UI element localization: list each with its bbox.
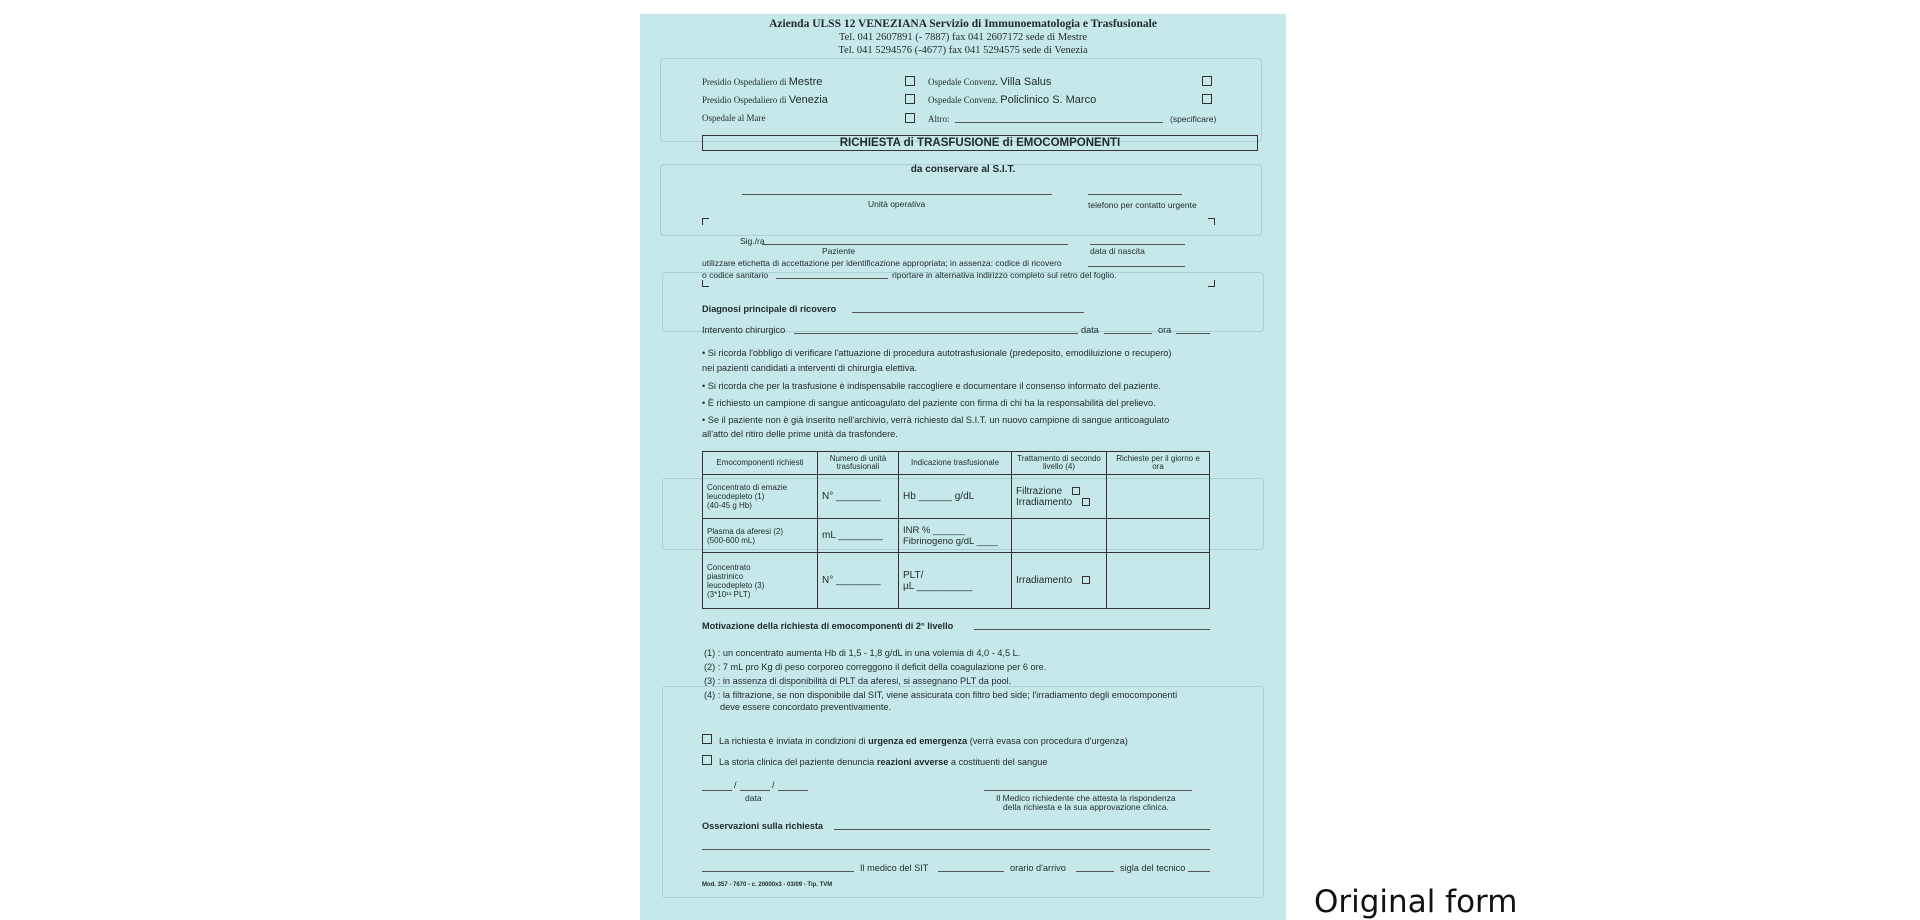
- hospital-altro: Altro:: [928, 114, 950, 124]
- table-header: Indicazione trasfusionale: [899, 452, 1012, 475]
- hospital-mestre-checkbox[interactable]: [905, 76, 915, 86]
- corner-mark: [1208, 280, 1215, 287]
- doctor-note: Il Medico richiedente che attesta la rispondenza: [996, 793, 1176, 803]
- notice-line: • Si ricorda che per la trasfusione è indispensabile raccogliere e documentare il consenso informato del paziente.: [702, 381, 1161, 391]
- tech-label: sigla del tecnico: [1120, 863, 1186, 873]
- table-header: Emocomponenti richiesti: [703, 452, 818, 475]
- table-row: [703, 553, 1210, 609]
- diagnosis-label: Diagnosi principale di ricovero: [702, 304, 837, 314]
- table-row: [703, 475, 1210, 519]
- hospital-mare: Ospedale al Mare: [702, 113, 766, 123]
- corner-mark: [702, 218, 709, 225]
- hospital-mare-checkbox[interactable]: [905, 113, 915, 123]
- sit-line[interactable]: [702, 871, 854, 872]
- unit-label: Unità operativa: [868, 199, 926, 209]
- urgency-checkbox[interactable]: [702, 734, 712, 744]
- request-date-cell[interactable]: [1107, 519, 1210, 553]
- ghost-box: [662, 272, 1264, 332]
- footnote: (4) : la filtrazione, se non disponibile dal SIT, viene assicurata con filtro bed side; l'irradiamento degli emocomponenti: [704, 690, 1178, 700]
- caption: Original form: [1314, 884, 1518, 920]
- sit-doctor-label: Il medico del SIT: [860, 863, 929, 873]
- surgery-time-label: ora: [1158, 325, 1172, 335]
- units-cell[interactable]: mL ________: [818, 519, 899, 553]
- irradiation-checkbox[interactable]: [1082, 576, 1090, 584]
- footnote: (3) : in assenza di disponibilità di PLT da aferesi, si assegnano PLT da pool.: [704, 676, 1012, 686]
- date-month-line[interactable]: [740, 790, 770, 791]
- notice-line: • Si ricorda l'obbligo di verificare l'attuazione di procedura autotrasfusionale (predeposito, emodiluizione o recupero): [702, 348, 1172, 358]
- indication-cell[interactable]: PLT/ µL __________: [899, 553, 1012, 609]
- hospital-policlinico: Ospedale Convenz. Policlinico S. Marco: [928, 94, 1097, 106]
- unit-line[interactable]: [742, 194, 1052, 195]
- component-cell: Concentrato di emazie leucodepleto (1) (40-45 g Hb): [703, 475, 818, 519]
- irradiation-checkbox[interactable]: [1082, 498, 1090, 506]
- corner-mark: [702, 280, 709, 287]
- hospital-venezia-checkbox[interactable]: [905, 94, 915, 104]
- surgery-date-line[interactable]: [1104, 333, 1152, 334]
- hospital-villa-salus-checkbox[interactable]: [1202, 76, 1212, 86]
- form-sheet: [640, 14, 1286, 920]
- request-date-cell[interactable]: [1107, 475, 1210, 519]
- table-header: Numero di unità trasfusionali: [818, 452, 899, 475]
- table-header: Trattamento di secondo livello (4): [1012, 452, 1107, 475]
- tech-line[interactable]: [1188, 871, 1210, 872]
- hospital-mestre: Presidio Ospedaliero di Mestre: [702, 76, 823, 88]
- altro-line[interactable]: [955, 122, 1163, 123]
- motivation-label: Motivazione della richiesta di emocomponenti di 2° livello: [702, 621, 954, 631]
- specificare-label: (specificare): [1170, 114, 1217, 124]
- sit-doctor-line[interactable]: [938, 871, 1004, 872]
- hospital-venezia: Presidio Ospedaliero di Venezia: [702, 94, 828, 106]
- doctor-signature-line[interactable]: [984, 790, 1192, 791]
- surgery-label: Intervento chirurgico: [702, 325, 786, 335]
- footnote: (2) : 7 mL pro Kg di peso corporeo correggono il deficit della coagulazione per 6 ore.: [704, 662, 1047, 672]
- patient-name-line[interactable]: [762, 244, 1068, 245]
- units-cell[interactable]: N° ________: [818, 475, 899, 519]
- reactions-checkbox[interactable]: [702, 755, 712, 765]
- notice-line: • Se il paziente non è già inserito nell'archivio, verrà richiesto dal S.I.T. un nuovo campione di sangue anticoagulato: [702, 415, 1170, 425]
- footnote: (1) : un concentrato aumenta Hb di 1,5 - 1,8 g/dL in una volemia di 4,0 - 4,5 L.: [704, 648, 1021, 658]
- corner-mark: [1208, 218, 1215, 225]
- motivation-line[interactable]: [974, 629, 1210, 630]
- sig-label: Sig./ra: [740, 236, 765, 246]
- date-day-line[interactable]: [702, 790, 732, 791]
- urgency-text: La richiesta è inviata in condizioni di urgenza ed emergenza (verrà evasa con procedura d'urgenza): [719, 736, 1128, 746]
- hospital-villa-salus: Ospedale Convenz. Villa Salus: [928, 76, 1052, 88]
- header-line-1: Tel. 041 2607891 (- 7887) fax 041 2607172 sede di Mestre: [838, 32, 1087, 43]
- diagnosis-line[interactable]: [852, 312, 1084, 313]
- arrival-label: orario d'arrivo: [1010, 863, 1066, 873]
- treatment-cell[interactable]: [1012, 519, 1107, 553]
- treatment-cell[interactable]: Filtrazione Irradiamento: [1012, 475, 1107, 519]
- form-subtitle: da conservare al S.I.T.: [910, 164, 1016, 175]
- doctor-note: della richiesta e la sua approvazione clinica.: [1003, 802, 1169, 812]
- health-code-line[interactable]: [776, 278, 888, 279]
- arrival-line[interactable]: [1076, 871, 1114, 872]
- filtration-checkbox[interactable]: [1072, 487, 1080, 495]
- notice-line: • È richiesto un campione di sangue anticoagulato del paziente con firma di chi ha la responsabilità del prelievo.: [702, 398, 1156, 408]
- indication-cell[interactable]: Hb ______ g/dL: [899, 475, 1012, 519]
- date-label: data: [745, 793, 762, 803]
- component-cell: Plasma da aferesi (2) (500-600 mL): [703, 519, 818, 553]
- component-cell: Concentrato piastrinico leucodepleto (3) (3*10¹¹ PLT): [703, 553, 818, 609]
- patient-label: Paziente: [822, 246, 856, 256]
- surgery-time-line[interactable]: [1176, 333, 1210, 334]
- reactions-text: La storia clinica del paziente denuncia reazioni avverse a costituenti del sangue: [719, 757, 1048, 767]
- address-note: riportare in alternativa indirizzo completo sul retro del foglio.: [892, 270, 1117, 280]
- observations-line[interactable]: [702, 849, 1210, 850]
- birth-label: data di nascita: [1090, 246, 1145, 256]
- components-table: [702, 451, 1210, 609]
- admission-code-line[interactable]: [1088, 266, 1185, 267]
- health-code-label: o codice sanitario: [702, 270, 769, 280]
- phone-line[interactable]: [1088, 194, 1182, 195]
- units-cell[interactable]: N° ________: [818, 553, 899, 609]
- form-title: RICHIESTA di TRASFUSIONE di EMOCOMPONENTI: [702, 135, 1258, 151]
- hospital-policlinico-checkbox[interactable]: [1202, 94, 1212, 104]
- treatment-cell[interactable]: Irradiamento: [1012, 553, 1107, 609]
- request-date-cell[interactable]: [1107, 553, 1210, 609]
- footnote: deve essere concordato preventivamente.: [720, 702, 892, 712]
- observations-label: Osservazioni sulla richiesta: [702, 821, 824, 831]
- phone-label: telefono per contatto urgente: [1088, 200, 1197, 210]
- observations-line[interactable]: [834, 829, 1210, 830]
- header-title: Azienda ULSS 12 VENEZIANA Servizio di Immunoematologia e Trasfusionale: [769, 18, 1157, 30]
- header-line-2: Tel. 041 5294576 (-4677) fax 041 5294575 sede di Venezia: [838, 45, 1088, 56]
- notice-line: all'atto del ritiro delle prime unità da trasfondere.: [702, 429, 898, 439]
- label-instruction: utilizzare etichetta di accettazione per identificazione appropriata; in assenza: codice di ricovero: [702, 258, 1062, 268]
- notice-line: nei pazienti candidati a interventi di chirurgia elettiva.: [702, 363, 918, 373]
- date-separator: /: [772, 780, 775, 790]
- surgery-line[interactable]: [794, 333, 1078, 334]
- table-header: Richieste per il giorno e ora: [1107, 452, 1210, 475]
- table-row: [703, 519, 1210, 553]
- surgery-date-label: data: [1081, 325, 1099, 335]
- date-year-line[interactable]: [778, 790, 808, 791]
- mod-code: Mod. 357 - 7670 - c. 20000x3 - 03/09 - Tip. TVM: [702, 882, 833, 888]
- date-separator: /: [734, 780, 737, 790]
- birth-line[interactable]: [1090, 244, 1185, 245]
- indication-cell[interactable]: INR % ______ Fibrinogeno g/dL ____: [899, 519, 1012, 553]
